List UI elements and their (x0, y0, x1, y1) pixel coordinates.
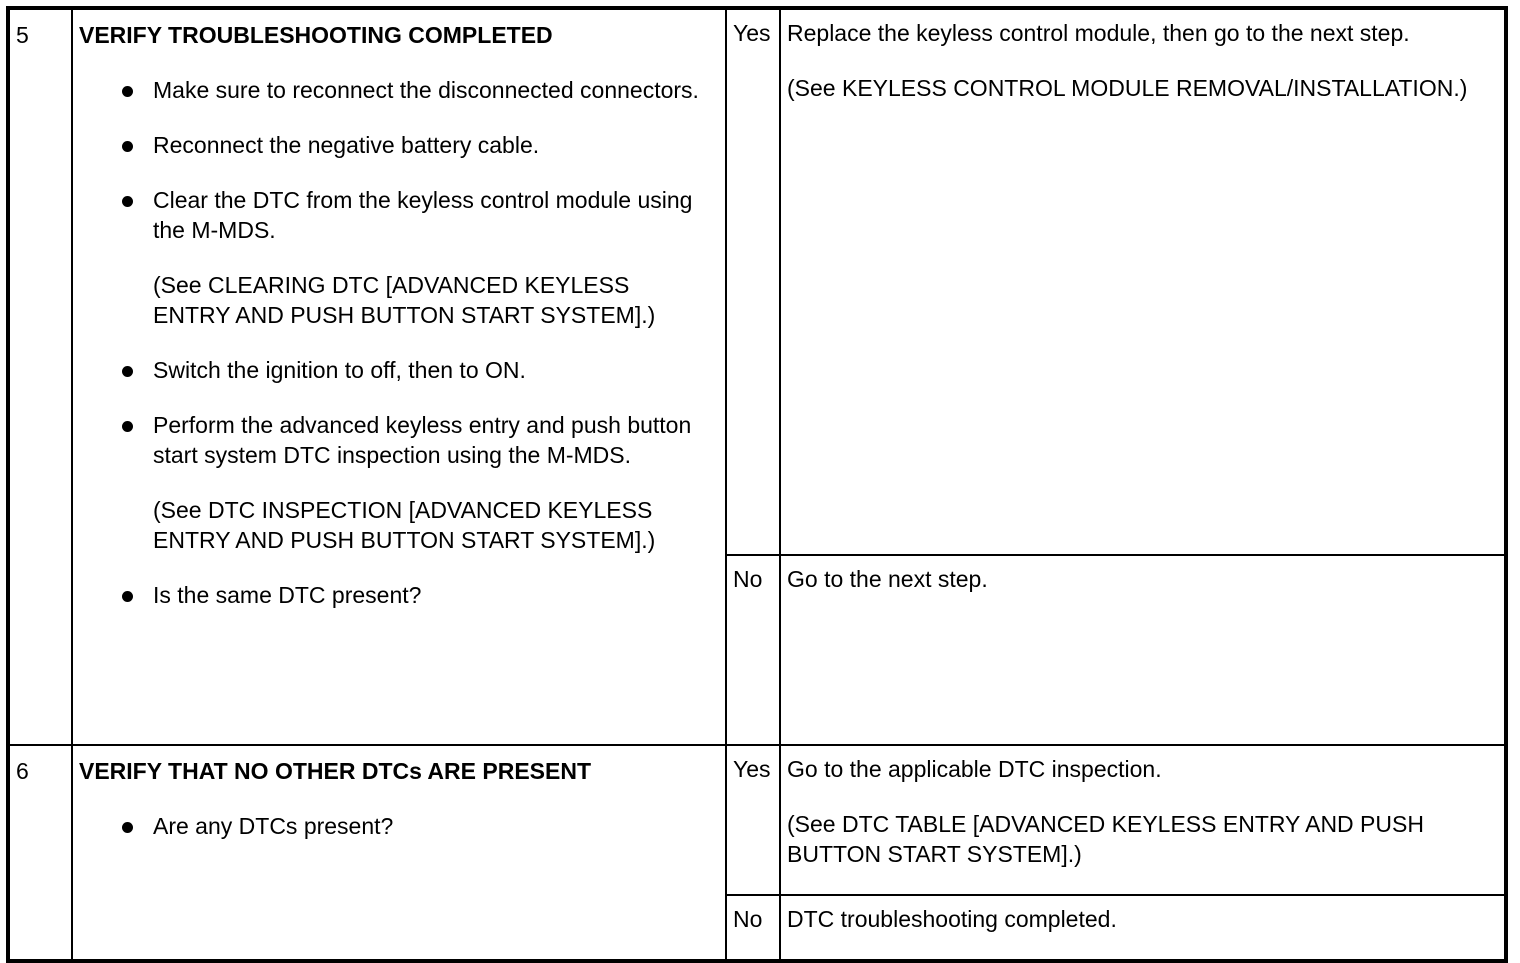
step-bullets (73, 75, 725, 245)
action-text: Go to the next step. (787, 566, 988, 592)
no-action (780, 555, 1506, 745)
troubleshooting-table (6, 6, 1508, 963)
yes-label: Yes (726, 8, 780, 555)
step-bullets (73, 355, 725, 470)
yes-action (780, 745, 1506, 895)
no-label: No (726, 555, 780, 745)
list-item: Is the same DTC present? (73, 580, 725, 610)
list-item: Are any DTCs present? (73, 811, 725, 841)
step-number: 6 (8, 745, 72, 961)
action-text: Go to the applicable DTC inspection. (787, 756, 1162, 782)
yes-label: Yes (726, 745, 780, 895)
reference-note: (See KEYLESS CONTROL MODULE REMOVAL/INSTALLATION.) (787, 75, 1468, 101)
list-item: Reconnect the negative battery cable. (73, 130, 725, 160)
step-content (72, 8, 726, 745)
yes-action (780, 8, 1506, 555)
action-text: DTC troubleshooting completed. (787, 906, 1117, 932)
list-item: Switch the ignition to off, then to ON. (73, 355, 725, 385)
table-row (8, 745, 1506, 895)
no-action (780, 895, 1506, 961)
step-title: VERIFY TROUBLESHOOTING COMPLETED (79, 22, 553, 48)
step-question (73, 580, 725, 610)
step-number: 5 (8, 8, 72, 745)
list-item: Make sure to reconnect the disconnected connectors. (73, 75, 725, 105)
table-row (8, 8, 1506, 555)
list-item: Clear the DTC from the keyless control module using the M-MDS. (73, 185, 725, 245)
step-content (72, 745, 726, 961)
action-text: Replace the keyless control module, then go to the next step. (787, 20, 1410, 46)
no-label: No (726, 895, 780, 961)
step-question (73, 811, 725, 841)
reference-note: (See DTC TABLE [ADVANCED KEYLESS ENTRY AND PUSH BUTTON START SYSTEM].) (787, 811, 1424, 867)
step-title: VERIFY THAT NO OTHER DTCs ARE PRESENT (79, 758, 592, 784)
reference-note: (See DTC INSPECTION [ADVANCED KEYLESS ENTRY AND PUSH BUTTON START SYSTEM].) (153, 497, 656, 553)
reference-note: (See CLEARING DTC [ADVANCED KEYLESS ENTRY AND PUSH BUTTON START SYSTEM].) (153, 272, 656, 328)
list-item: Perform the advanced keyless entry and push button start system DTC inspection using the M-MDS. (73, 410, 725, 470)
